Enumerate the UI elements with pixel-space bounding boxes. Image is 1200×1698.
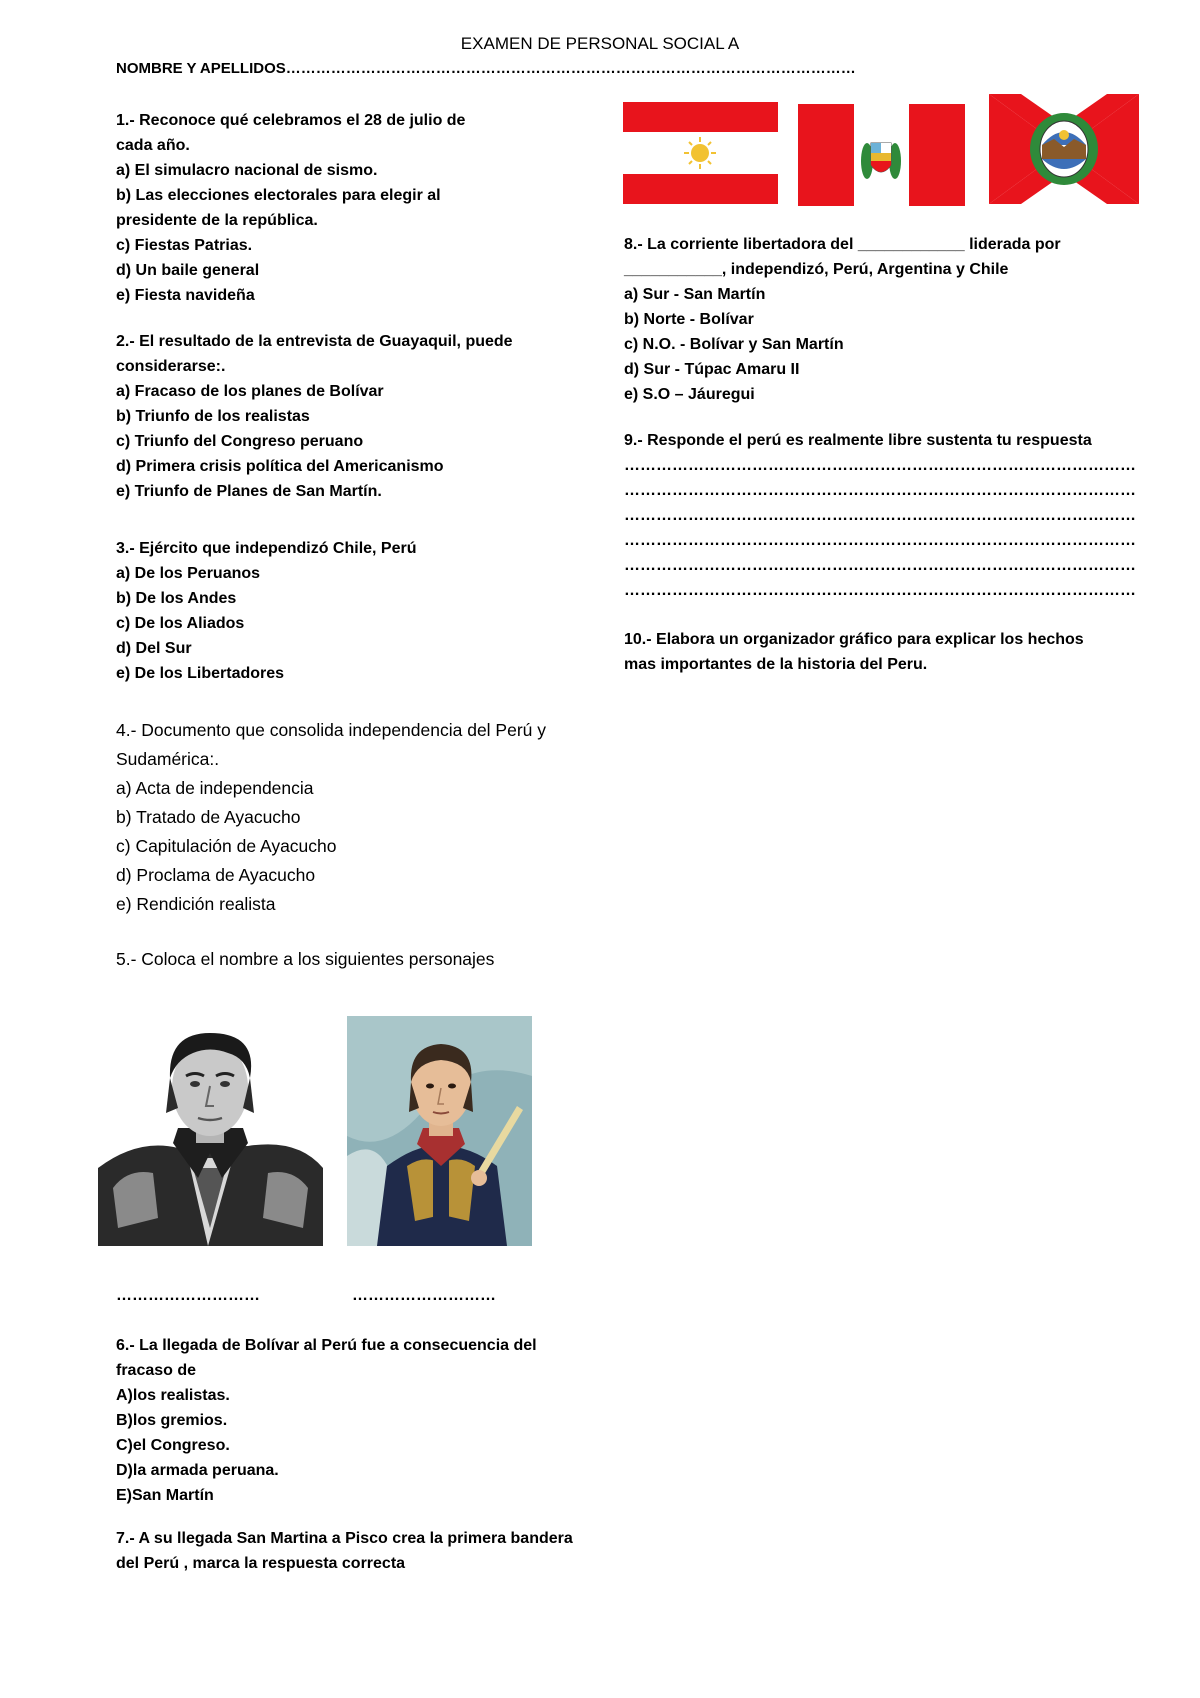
q2-option: d) Primera crisis política del Americanismo [116, 458, 444, 475]
q1-option: e) Fiesta navideña [116, 287, 255, 304]
question-7 [116, 1526, 656, 1576]
q4-option: d) Proclama de Ayacucho [116, 865, 316, 885]
q5-blank-1-line: ……………………… [116, 1287, 260, 1304]
q3-option: b) De los Andes [116, 590, 237, 607]
name-field-label: NOMBRE Y APELLIDOS…………………………………………………………………………………………………… [116, 60, 856, 77]
flag-sun-icon[interactable] [623, 102, 778, 204]
q6-option: C)el Congreso. [116, 1437, 230, 1454]
q5-title: 5.- Coloca el nombre a los siguientes personajes [116, 949, 495, 969]
q3-option: d) Del Sur [116, 640, 192, 657]
q1-option: a) El simulacro nacional de sismo. [116, 162, 378, 179]
question-8 [624, 232, 1144, 407]
q6-option: D)la armada peruana. [116, 1462, 279, 1479]
q3-title-line: 3.- Ejército que independizó Chile, Perú [116, 540, 417, 557]
q9-answer-line[interactable]: …………………………………………………………………………………… [624, 457, 1136, 474]
flag-vertical-shield-icon[interactable] [798, 104, 965, 206]
q9-answer-line[interactable]: …………………………………………………………………………………… [624, 507, 1136, 524]
q9-answer-line[interactable]: …………………………………………………………………………………… [624, 582, 1136, 599]
question-3 [116, 536, 636, 686]
q6-option: E)San Martín [116, 1487, 214, 1504]
question-4 [116, 716, 656, 919]
q4-option: b) Tratado de Ayacucho [116, 807, 301, 827]
q2-option: a) Fracaso de los planes de Bolívar [116, 383, 384, 400]
q1-title-line: cada año. [116, 137, 190, 154]
q6-title-line: 6.- La llegada de Bolívar al Perú fue a consecuencia del [116, 1337, 537, 1354]
q2-option: c) Triunfo del Congreso peruano [116, 433, 364, 450]
q1-option: b) Las elecciones electorales para elegir al [116, 187, 441, 204]
q8-option: e) S.O – Jáuregui [624, 386, 755, 403]
q4-option: e) Rendición realista [116, 894, 276, 914]
q8-title-line: 8.- La corriente libertadora del ____________ liderada por [624, 236, 1061, 253]
question-9 [624, 428, 1144, 603]
question-2 [116, 329, 656, 504]
q3-option: a) De los Peruanos [116, 565, 261, 582]
q6-title-line: fracaso de [116, 1362, 197, 1379]
q6-option: B)los gremios. [116, 1412, 228, 1429]
q4-option: a) Acta de independencia [116, 778, 314, 798]
portrait-bolivar [98, 1018, 323, 1246]
q2-option: e) Triunfo de Planes de San Martín. [116, 483, 382, 500]
q4-title-line: Sudamérica:. [116, 749, 220, 769]
portrait-san-martin [347, 1016, 532, 1246]
q3-option: e) De los Libertadores [116, 665, 285, 682]
q8-option: c) N.O. - Bolívar y San Martín [624, 336, 844, 353]
q1-option: d) Un baile general [116, 262, 260, 279]
q8-option: b) Norte - Bolívar [624, 311, 754, 328]
question-5 [116, 945, 656, 974]
q2-title-line: considerarse:. [116, 358, 226, 375]
q2-title-line: 2.- El resultado de la entrevista de Guayaquil, puede [116, 333, 513, 350]
q5-blank-2-line: ……………………… [352, 1287, 496, 1304]
q10-title-line: mas importantes de la historia del Peru. [624, 656, 928, 673]
q9-answer-line[interactable]: …………………………………………………………………………………… [624, 482, 1136, 499]
q9-answer-line[interactable]: …………………………………………………………………………………… [624, 532, 1136, 549]
q4-option: c) Capitulación de Ayacucho [116, 836, 337, 856]
q10-title-line: 10.- Elabora un organizador gráfico para explicar los hechos [624, 631, 1084, 648]
q8-title-line: ___________, independizó, Perú, Argentina y Chile [624, 261, 1009, 278]
question-6 [116, 1333, 656, 1508]
question-10 [624, 627, 1144, 677]
q2-option: b) Triunfo de los realistas [116, 408, 310, 425]
q8-option: a) Sur - San Martín [624, 286, 766, 303]
q3-option: c) De los Aliados [116, 615, 245, 632]
q9-answer-line[interactable]: …………………………………………………………………………………… [624, 557, 1136, 574]
q5-blank-1[interactable] [116, 1283, 316, 1308]
q1-option: presidente de la república. [116, 212, 318, 229]
q1-option: c) Fiestas Patrias. [116, 237, 253, 254]
q1-title-line: 1.- Reconoce qué celebramos el 28 de julio de [116, 112, 466, 129]
question-1 [116, 108, 636, 308]
q9-title: 9.- Responde el perú es realmente libre sustenta tu respuesta [624, 432, 1092, 449]
q6-option: A)los realistas. [116, 1387, 230, 1404]
q7-title-line: 7.- A su llegada San Martina a Pisco crea la primera bandera [116, 1530, 573, 1547]
page-title: EXAMEN DE PERSONAL SOCIAL A [460, 34, 740, 53]
q4-title-line: 4.- Documento que consolida independencia del Perú y [116, 720, 547, 740]
q8-option: d) Sur - Túpac Amaru II [624, 361, 800, 378]
q5-blank-2[interactable] [352, 1283, 552, 1308]
q7-title-line: del Perú , marca la respuesta correcta [116, 1555, 406, 1572]
flag-diagonal-shield-icon[interactable] [989, 94, 1139, 204]
